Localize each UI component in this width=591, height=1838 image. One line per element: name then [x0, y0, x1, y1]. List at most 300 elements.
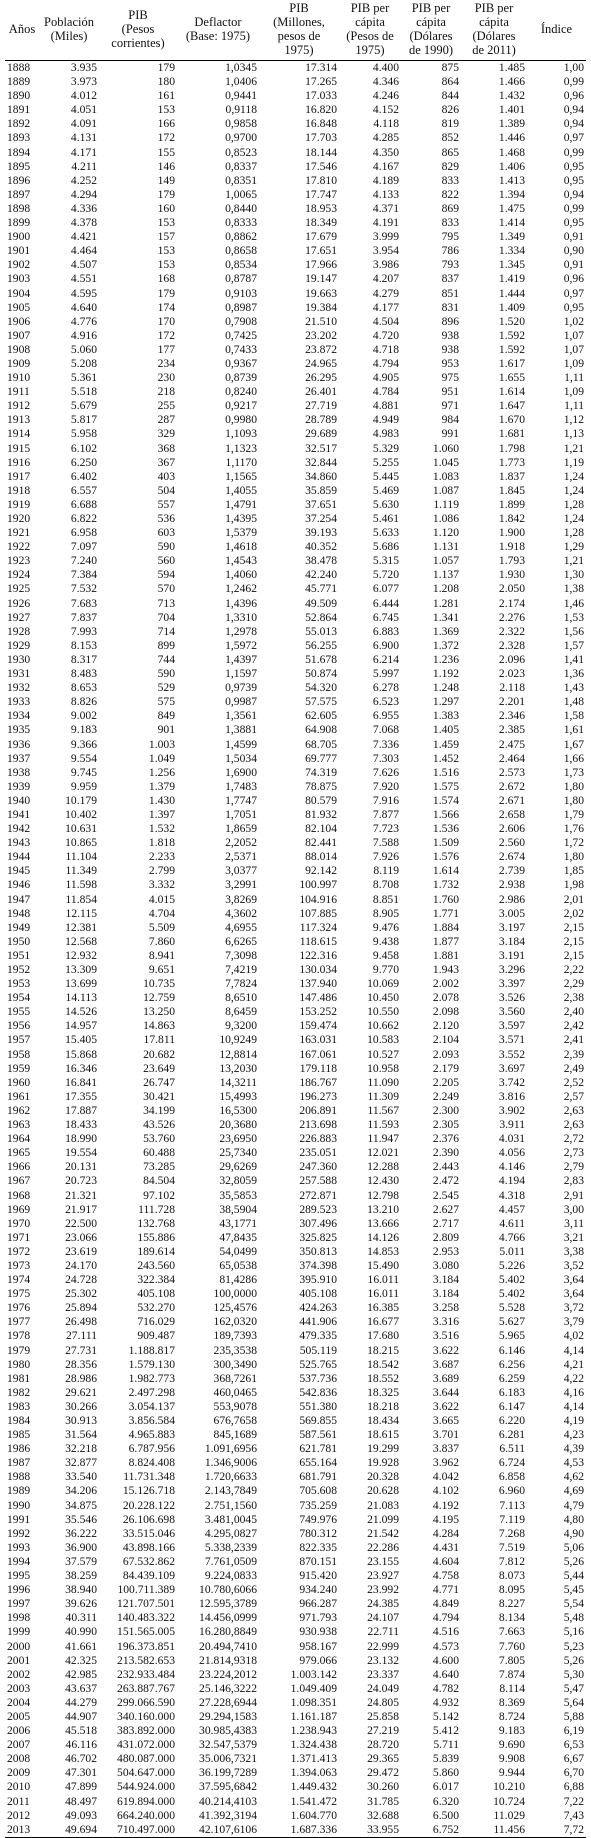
gdp-1975-cell: 1.161.187: [290, 1709, 337, 1723]
table-row: [5, 1062, 586, 1076]
gdp-pc-usd1990-cell: 1.452: [432, 751, 459, 765]
table-row: [5, 287, 586, 301]
gdp-pc-usd2011-cell: 6.858: [498, 1470, 525, 1484]
gdp-current-cell: 168: [157, 272, 175, 286]
gdp-pc-1975-cell: 9.458: [372, 948, 399, 962]
gdp-current-cell: 53.760: [143, 1132, 175, 1146]
gdp-1975-cell: 1.604.770: [290, 1808, 337, 1822]
index-cell: 1,02: [563, 314, 584, 328]
gdp-pc-1975-cell: 21.542: [367, 1526, 399, 1540]
index-cell: 1,85: [563, 864, 584, 878]
index-cell: 4,79: [563, 1498, 584, 1512]
table-row: [5, 315, 586, 329]
population-cell: 19.554: [65, 1146, 97, 1160]
year-cell: 1941: [7, 807, 31, 821]
gdp-1975-cell: 307.496: [299, 1216, 337, 1230]
gdp-pc-1975-cell: 5.461: [372, 512, 399, 525]
gdp-current-cell: 1.579.130: [128, 1357, 175, 1371]
gdp-1975-cell: 62.605: [305, 709, 337, 723]
gdp-pc-usd2011-cell: 1.334: [498, 244, 525, 258]
gdp-1975-cell: 37.254: [305, 512, 337, 525]
gdp-current-cell: 849: [157, 709, 175, 723]
year-cell: 1912: [7, 399, 31, 413]
gdp-pc-usd1990-cell: 1.119: [433, 497, 459, 511]
gdp-pc-usd1990-cell: 2.472: [432, 1174, 459, 1188]
gdp-1975-cell: 1.324.438: [290, 1738, 337, 1752]
population-cell: 6.250: [70, 455, 97, 469]
year-cell: 1987: [7, 1456, 31, 1470]
header-gdp-current: PIB (Pesos corrientes): [111, 8, 165, 50]
deflator-cell: 65,0538: [219, 1258, 257, 1272]
table-row: [5, 907, 586, 921]
gdp-pc-usd2011-cell: 2.560: [498, 836, 525, 850]
table-row: [5, 1344, 586, 1358]
table-row: [5, 752, 586, 766]
deflator-cell: 0,9367: [225, 356, 257, 370]
index-cell: 2,42: [563, 1019, 584, 1033]
gdp-pc-usd1990-cell: 1.341: [432, 610, 459, 624]
gdp-pc-usd1990-cell: 2.717: [432, 1216, 459, 1230]
gdp-1975-cell: 45.771: [305, 582, 337, 596]
year-cell: 1943: [7, 836, 31, 850]
year-cell: 1997: [7, 1597, 31, 1611]
table-row: [5, 1527, 586, 1541]
deflator-cell: 2,2052: [225, 836, 257, 850]
year-cell: 1964: [7, 1132, 31, 1146]
gdp-pc-usd1990-cell: 4.758: [432, 1569, 459, 1583]
gdp-current-cell: 132.768: [137, 1216, 175, 1230]
year-cell: 1927: [7, 610, 31, 624]
deflator-cell: 6,6265: [225, 934, 257, 948]
gdp-pc-usd2011-cell: 1.485: [498, 61, 525, 74]
gdp-pc-usd2011-cell: 1.466: [498, 75, 525, 89]
gdp-current-cell: 322.384: [137, 1273, 175, 1287]
gdp-pc-1975-cell: 11.947: [367, 1132, 399, 1146]
gdp-current-cell: 744: [157, 652, 175, 666]
index-cell: 7,22: [563, 1794, 584, 1808]
index-cell: 1,80: [563, 793, 584, 807]
gdp-1975-cell: 374.398: [299, 1258, 337, 1272]
gdp-pc-usd2011-cell: 1.432: [498, 89, 525, 103]
deflator-cell: 1,1597: [225, 667, 257, 681]
gdp-pc-usd1990-cell: 1.574: [432, 793, 459, 807]
gdp-pc-usd1990-cell: 2.249: [432, 1089, 459, 1103]
table-row: [5, 174, 586, 188]
gdp-1975-cell: 147.486: [299, 991, 337, 1005]
table-header: [5, 0, 586, 61]
index-cell: 1,30: [563, 568, 584, 582]
year-cell: 2011: [7, 1794, 30, 1808]
gdp-pc-1975-cell: 23.992: [367, 1583, 399, 1597]
gdp-pc-1975-cell: 18.218: [367, 1399, 399, 1413]
index-cell: 5,88: [563, 1709, 584, 1723]
gdp-1975-cell: 21.510: [305, 314, 337, 328]
population-cell: 4.551: [70, 272, 97, 286]
deflator-cell: 1,3881: [225, 723, 257, 737]
gdp-current-cell: 1.532: [148, 822, 175, 836]
table-row: [5, 1217, 586, 1231]
index-cell: 4,53: [563, 1456, 584, 1470]
gdp-1975-cell: 681.791: [299, 1470, 337, 1484]
gdp-pc-1975-cell: 6.278: [372, 681, 399, 695]
gdp-pc-1975-cell: 3.999: [372, 230, 399, 244]
gdp-pc-usd1990-cell: 2.305: [432, 1118, 459, 1132]
table-row: [5, 738, 586, 752]
index-cell: 6,53: [563, 1738, 584, 1752]
deflator-cell: 27.228,6944: [199, 1695, 257, 1709]
year-cell: 1981: [7, 1371, 31, 1385]
header-year: Años: [8, 22, 36, 36]
deflator-cell: 1,7747: [225, 793, 257, 807]
table-body: [5, 61, 586, 1838]
gdp-pc-1975-cell: 4.246: [372, 89, 399, 103]
gdp-current-cell: 1.256: [148, 765, 175, 779]
year-cell: 1923: [7, 554, 31, 568]
deflator-cell: 1,0065: [225, 187, 257, 201]
gdp-1975-cell: 247.360: [299, 1160, 337, 1174]
gdp-current-cell: 9.651: [148, 963, 175, 976]
year-cell: 1994: [7, 1554, 31, 1568]
table-row: [5, 1414, 586, 1428]
gdp-current-cell: 11.731.348: [123, 1470, 175, 1484]
gdp-pc-usd2011-cell: 5.528: [498, 1301, 525, 1315]
gdp-pc-1975-cell: 4.718: [372, 342, 399, 356]
table-row: [5, 653, 586, 667]
year-cell: 1889: [7, 75, 31, 89]
deflator-cell: 1,7483: [225, 779, 257, 793]
gdp-pc-1975-cell: 5.445: [372, 469, 399, 483]
gdp-1975-cell: 17.810: [305, 173, 337, 187]
table-row: [5, 1428, 586, 1442]
gdp-pc-usd2011-cell: 3.902: [498, 1103, 525, 1117]
deflator-cell: 25.146,3222: [199, 1681, 257, 1695]
header-gdp-pc-1975: PIB per cápita (Pesos de 1975): [346, 1, 394, 57]
population-cell: 8.317: [70, 652, 97, 666]
table-row: [5, 864, 586, 878]
table-row: [5, 1048, 586, 1062]
gdp-pc-usd2011-cell: 1.409: [498, 300, 525, 314]
gdp-pc-usd2011-cell: 2.050: [498, 582, 525, 596]
population-cell: 31.564: [65, 1428, 97, 1442]
population-cell: 6.557: [70, 483, 97, 497]
table-row: [5, 1640, 586, 1654]
population-cell: 9.002: [70, 709, 97, 723]
gdp-pc-1975-cell: 6.444: [372, 596, 399, 610]
gdp-current-cell: 160: [157, 201, 175, 215]
gdp-pc-usd1990-cell: 1.405: [432, 723, 459, 737]
gdp-pc-1975-cell: 6.745: [372, 610, 399, 624]
population-cell: 7.837: [70, 610, 97, 624]
gdp-pc-usd2011-cell: 2.739: [498, 864, 525, 878]
deflator-cell: 0,8739: [225, 371, 257, 385]
gdp-pc-usd2011-cell: 1.681: [498, 427, 525, 441]
index-cell: 4,69: [563, 1484, 584, 1498]
gdp-pc-usd1990-cell: 5.860: [432, 1766, 459, 1780]
gdp-1975-cell: 870.151: [299, 1554, 337, 1568]
gdp-current-cell: 329: [157, 427, 175, 441]
deflator-cell: 235,3538: [213, 1343, 257, 1357]
gdp-pc-usd2011-cell: 4.031: [498, 1132, 525, 1146]
gdp-1975-cell: 68.705: [305, 737, 337, 751]
gdp-pc-1975-cell: 20.628: [367, 1484, 399, 1498]
gdp-current-cell: 213.582.653: [117, 1653, 175, 1667]
gdp-pc-usd1990-cell: 5.142: [432, 1709, 459, 1723]
gdp-pc-1975-cell: 12.288: [367, 1160, 399, 1174]
year-cell: 1993: [7, 1540, 31, 1554]
deflator-cell: 47,8435: [219, 1230, 257, 1244]
population-cell: 6.958: [70, 526, 97, 540]
gdp-pc-1975-cell: 10.450: [367, 991, 399, 1005]
gdp-pc-1975-cell: 18.552: [367, 1371, 399, 1385]
year-cell: 1903: [7, 272, 31, 286]
gdp-pc-usd2011-cell: 8.134: [498, 1611, 525, 1625]
gdp-pc-1975-cell: 5.720: [372, 568, 399, 582]
gdp-pc-usd2011-cell: 1.401: [498, 103, 525, 117]
population-cell: 12.115: [65, 906, 97, 920]
gdp-pc-usd1990-cell: 5.711: [433, 1738, 459, 1752]
gdp-current-cell: 590: [157, 540, 175, 554]
gdp-pc-1975-cell: 9.476: [372, 920, 399, 934]
gdp-current-cell: 1.982.773: [128, 1371, 175, 1385]
population-cell: 6.822: [70, 512, 97, 525]
gdp-pc-usd2011-cell: 3.552: [498, 1047, 525, 1061]
gdp-pc-usd2011-cell: 2.986: [498, 892, 525, 906]
deflator-cell: 0,7425: [225, 328, 257, 342]
gdp-pc-usd1990-cell: 938: [441, 342, 459, 356]
deflator-cell: 7,4219: [225, 963, 257, 976]
gdp-pc-1975-cell: 33.955: [367, 1822, 399, 1836]
gdp-pc-usd2011-cell: 3.397: [498, 977, 525, 991]
table-row: [5, 1019, 586, 1033]
population-cell: 46.702: [65, 1752, 97, 1766]
table-row: [5, 893, 586, 907]
year-cell: 2009: [7, 1766, 31, 1780]
gdp-pc-usd2011-cell: 2.606: [498, 822, 525, 836]
year-cell: 1904: [7, 286, 31, 300]
gdp-pc-usd1990-cell: 975: [441, 371, 459, 385]
gdp-pc-1975-cell: 10.069: [367, 977, 399, 991]
gdp-1975-cell: 50.874: [305, 667, 337, 681]
gdp-1975-cell: 395.910: [299, 1273, 337, 1287]
index-cell: 5,30: [563, 1667, 584, 1681]
gdp-pc-usd2011-cell: 4.318: [498, 1188, 525, 1202]
gdp-1975-cell: 34.860: [305, 469, 337, 483]
table-row: [5, 244, 586, 258]
table-row: [5, 878, 586, 892]
gdp-1975-cell: 81.932: [305, 807, 337, 821]
deflator-cell: 1,0406: [225, 75, 257, 89]
population-cell: 49.694: [65, 1822, 97, 1836]
population-cell: 28.986: [65, 1371, 97, 1385]
gdp-pc-usd1990-cell: 3.687: [432, 1357, 459, 1371]
gdp-pc-usd1990-cell: 3.837: [432, 1442, 459, 1456]
table-row: [5, 470, 586, 484]
gdp-pc-usd1990-cell: 4.431: [432, 1540, 459, 1554]
gdp-pc-usd2011-cell: 7.268: [498, 1526, 525, 1540]
table-row: [5, 1104, 586, 1118]
table-row: [5, 1301, 586, 1315]
gdp-pc-1975-cell: 23.132: [367, 1653, 399, 1667]
gdp-1975-cell: 213.698: [299, 1118, 337, 1132]
gdp-pc-1975-cell: 4.350: [372, 145, 399, 159]
index-cell: 5,26: [563, 1653, 584, 1667]
gdp-pc-usd2011-cell: 5.011: [499, 1244, 525, 1258]
gdp-current-cell: 179: [157, 187, 175, 201]
gdp-pc-1975-cell: 19.928: [367, 1456, 399, 1470]
index-cell: 0,94: [563, 187, 584, 201]
deflator-cell: 0,8337: [225, 159, 257, 173]
gdp-current-cell: 909.487: [137, 1329, 175, 1343]
deflator-cell: 9.224,0833: [204, 1569, 257, 1583]
gdp-pc-1975-cell: 24.805: [367, 1695, 399, 1709]
population-cell: 9.959: [70, 779, 97, 793]
deflator-cell: 189,7393: [213, 1329, 257, 1343]
gdp-pc-usd1990-cell: 851: [441, 286, 459, 300]
table-row: [5, 1682, 586, 1696]
deflator-cell: 0,8240: [225, 385, 257, 399]
year-cell: 1955: [7, 1005, 31, 1019]
gdp-1975-cell: 35.859: [305, 483, 337, 497]
gdp-1975-cell: 186.767: [299, 1075, 337, 1089]
gdp-pc-usd1990-cell: 2.104: [432, 1033, 459, 1047]
gdp-current-cell: 367: [157, 455, 175, 469]
gdp-current-cell: 403: [157, 469, 175, 483]
gdp-current-cell: 619.894.000: [117, 1794, 175, 1808]
gdp-current-cell: 1.003: [148, 737, 175, 751]
gdp-pc-usd1990-cell: 1.060: [432, 441, 459, 455]
gdp-pc-usd2011-cell: 9.183: [498, 1724, 525, 1738]
table-row: [5, 258, 586, 272]
gdp-1975-cell: 226.883: [299, 1132, 337, 1146]
index-cell: 5,48: [563, 1611, 584, 1625]
index-cell: 0,95: [563, 300, 584, 314]
year-cell: 1896: [7, 173, 31, 187]
gdp-pc-1975-cell: 30.260: [367, 1780, 399, 1794]
gdp-current-cell: 1.818: [148, 836, 175, 850]
gdp-1975-cell: 28.789: [305, 413, 337, 427]
gdp-current-cell: 34.199: [143, 1103, 175, 1117]
header-gdp-1975: PIB (Millones, pesos de 1975): [273, 1, 325, 57]
gdp-current-cell: 287: [157, 413, 175, 427]
index-cell: 2,63: [563, 1118, 584, 1132]
population-cell: 46.116: [65, 1738, 97, 1752]
population-cell: 34.206: [65, 1484, 97, 1498]
gdp-pc-usd2011-cell: 5.402: [498, 1273, 525, 1287]
gdp-pc-usd1990-cell: 896: [441, 314, 459, 328]
gdp-1975-cell: 17.546: [305, 159, 337, 173]
gdp-current-cell: 26.747: [143, 1075, 175, 1089]
gdp-current-cell: 172: [157, 131, 175, 145]
gdp-1975-cell: 29.689: [305, 427, 337, 441]
gdp-pc-usd1990-cell: 3.644: [432, 1385, 459, 1399]
gdp-pc-1975-cell: 29.472: [367, 1766, 399, 1780]
deflator-cell: 29.294,1583: [199, 1709, 257, 1723]
table-row: [5, 1710, 586, 1724]
gdp-1975-cell: 780.312: [299, 1526, 337, 1540]
gdp-pc-usd1990-cell: 2.205: [432, 1075, 459, 1089]
table-row: [5, 963, 586, 977]
index-cell: 0,97: [563, 131, 584, 145]
gdp-pc-usd2011-cell: 3.184: [498, 934, 525, 948]
table-row: [5, 1386, 586, 1400]
gdp-pc-usd2011-cell: 1.614: [498, 385, 525, 399]
gdp-1975-cell: 17.703: [305, 131, 337, 145]
deflator-cell: 0,9858: [225, 117, 257, 131]
gdp-current-cell: 590: [157, 667, 175, 681]
index-cell: 1,48: [563, 695, 584, 709]
population-cell: 38.940: [65, 1583, 97, 1597]
gdp-pc-usd1990-cell: 971: [441, 399, 459, 413]
gdp-current-cell: 4.965.883: [128, 1428, 175, 1442]
gdp-current-cell: 161: [157, 89, 175, 103]
year-cell: 1911: [7, 385, 30, 399]
gdp-pc-usd2011-cell: 2.201: [498, 695, 525, 709]
population-cell: 26.498: [65, 1315, 97, 1329]
deflator-cell: 15,4993: [219, 1089, 257, 1103]
population-cell: 8.826: [70, 695, 97, 709]
gdp-pc-1975-cell: 9.438: [372, 934, 399, 948]
gdp-pc-1975-cell: 4.133: [372, 187, 399, 201]
population-cell: 20.723: [65, 1174, 97, 1188]
gdp-1975-cell: 272.871: [299, 1188, 337, 1202]
table-row: [5, 216, 586, 230]
gdp-pc-usd2011-cell: 7.874: [498, 1667, 525, 1681]
gdp-1975-cell: 56.255: [305, 638, 337, 652]
gdp-current-cell: 172: [157, 328, 175, 342]
index-cell: 1,28: [563, 526, 584, 540]
gdp-current-cell: 234: [157, 356, 175, 370]
gdp-1975-cell: 1.394.063: [290, 1766, 337, 1780]
deflator-cell: 0,9217: [225, 399, 257, 413]
index-cell: 3,72: [563, 1301, 584, 1315]
gdp-pc-1975-cell: 10.662: [367, 1019, 399, 1033]
gdp-pc-1975-cell: 24.049: [367, 1681, 399, 1695]
gdp-current-cell: 901: [157, 723, 175, 737]
index-cell: 1,67: [563, 737, 584, 751]
year-cell: 2000: [7, 1639, 31, 1653]
year-cell: 1945: [7, 864, 31, 878]
deflator-cell: 7,7824: [225, 977, 257, 991]
deflator-cell: 1.091,6956: [204, 1442, 257, 1456]
year-cell: 1961: [7, 1089, 31, 1103]
gdp-1975-cell: 587.561: [299, 1428, 337, 1442]
population-cell: 6.402: [70, 469, 97, 483]
gdp-1975-cell: 1.687.336: [290, 1822, 337, 1836]
gdp-current-cell: 504.647.000: [117, 1766, 175, 1780]
gdp-pc-usd1990-cell: 6.752: [432, 1822, 459, 1836]
table-row: [5, 146, 586, 160]
index-cell: 1,24: [563, 512, 584, 525]
gdp-1975-cell: 1.049.409: [290, 1681, 337, 1695]
gdp-pc-usd2011-cell: 1.798: [498, 441, 525, 455]
population-cell: 39.626: [65, 1597, 97, 1611]
index-cell: 3,64: [563, 1273, 584, 1287]
population-cell: 11.598: [65, 878, 97, 892]
population-cell: 3.935: [70, 61, 97, 74]
index-cell: 1,24: [563, 483, 584, 497]
deflator-cell: 35,5853: [219, 1188, 257, 1202]
gdp-pc-usd1990-cell: 4.794: [432, 1611, 459, 1625]
table-row: [5, 836, 586, 850]
gdp-current-cell: 3.332: [148, 878, 175, 892]
year-cell: 1976: [7, 1301, 31, 1315]
gdp-pc-usd1990-cell: 1.372: [432, 638, 459, 652]
index-cell: 1,21: [563, 554, 584, 568]
index-cell: 2,41: [563, 1033, 584, 1047]
gdp-pc-1975-cell: 7.068: [372, 723, 399, 737]
deflator-cell: 460,0465: [213, 1385, 257, 1399]
deflator-cell: 20.494,7410: [199, 1639, 257, 1653]
